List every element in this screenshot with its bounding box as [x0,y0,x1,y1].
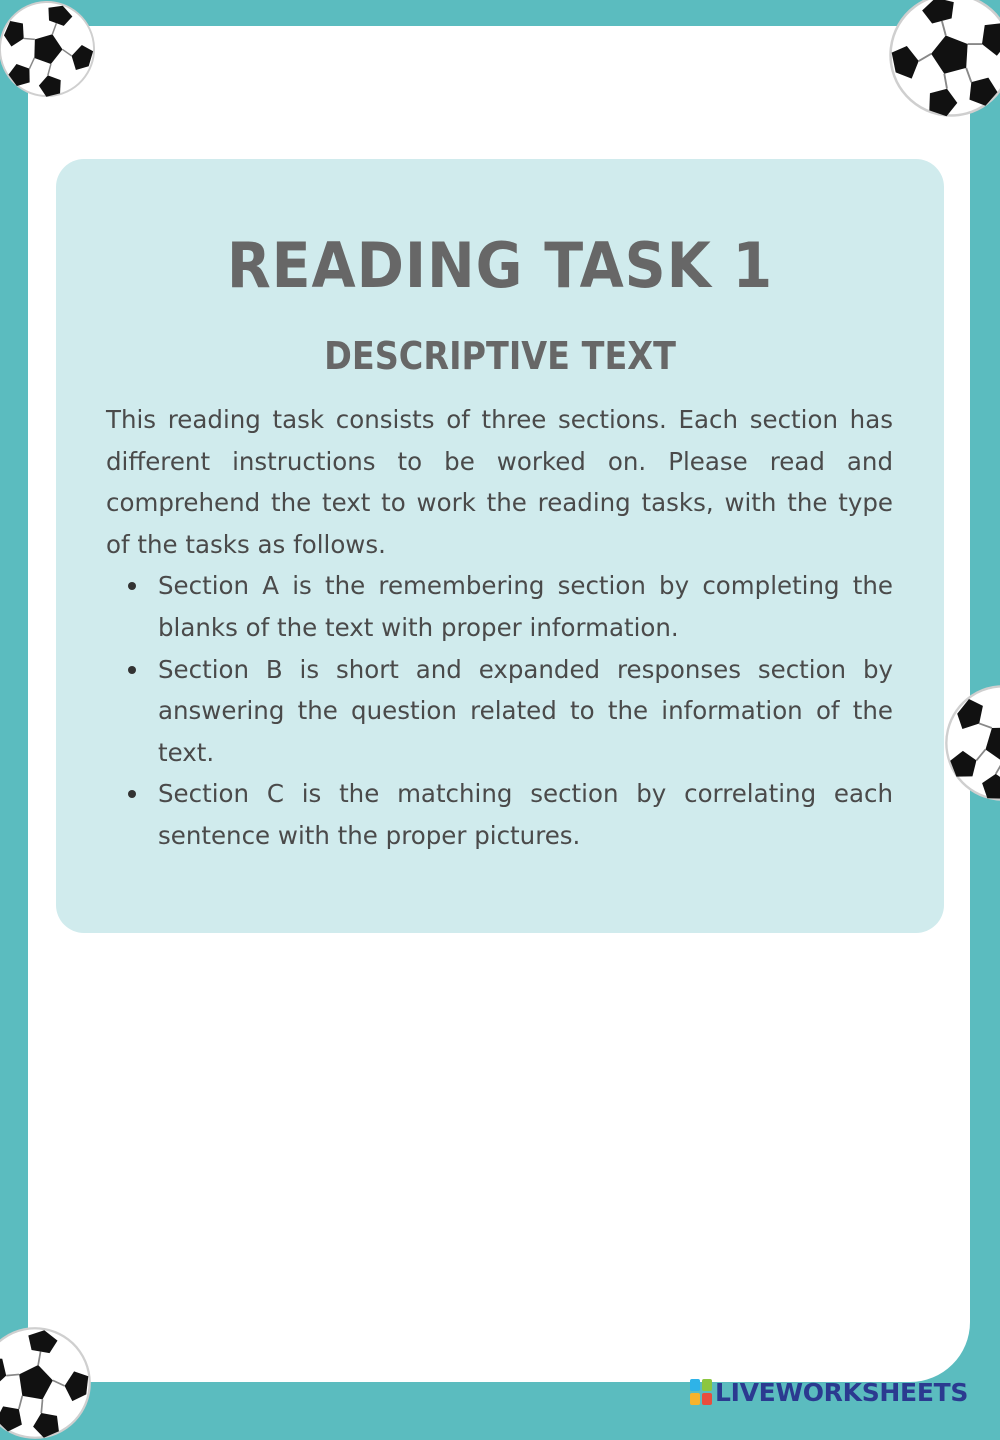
worksheet-page [28,26,970,1382]
list-item-section-a: Section A is the remembering section by completing the blanks of the text with proper information. [158,565,893,648]
liveworksheets-logo-icon [690,1379,712,1405]
soccer-ball-icon [944,684,1000,802]
intro-paragraph: This reading task consists of three sections. Each section has different instructions to be worked on. Please read and comprehend the text to work the reading tasks, with the type of the tasks as follows. [106,405,893,559]
soccer-ball-icon [0,0,96,98]
liveworksheets-logo[interactable] [690,1376,968,1408]
instructions-body [106,399,893,857]
instructions-card [56,159,944,933]
page-title: READING TASK 1 [226,229,774,302]
page-subtitle: DESCRIPTIVE TEXT [324,334,676,378]
soccer-ball-icon [0,1326,92,1440]
list-item-section-c: Section C is the matching section by correlating each sentence with the proper pictures. [158,773,893,856]
soccer-ball-icon [888,0,1000,118]
list-item-section-b: Section B is short and expanded responses section by answering the question related to the information of the text. [158,649,893,774]
logo-text: LIVEWORKSHEETS [715,1377,969,1407]
section-list [106,565,893,856]
